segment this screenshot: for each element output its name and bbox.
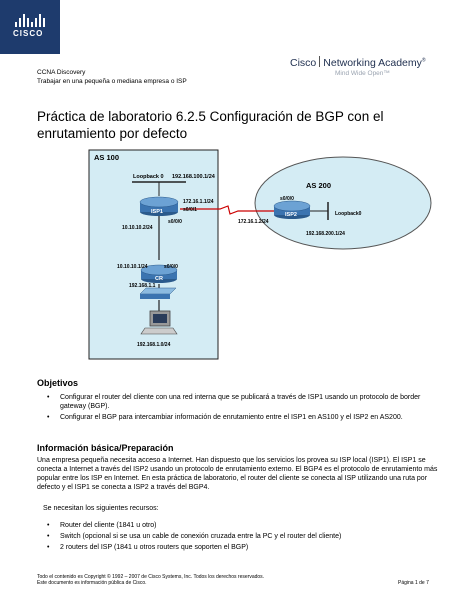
isp2-loopback-ip: 192.168.200.1/24 — [306, 231, 345, 237]
as100-label: AS 100 — [94, 153, 120, 162]
isp1-label: ISP1 — [151, 209, 163, 215]
isp2-loopback-label: Loopback0 — [335, 211, 362, 217]
objective-item-1: • Configurar el router del cliente con una red interna que se publicará a través de ISP1 usando un protocolo de border gateway (BGP). — [40, 393, 440, 411]
academy-mark: ® — [421, 57, 426, 64]
course-name: CCNA Discovery — [37, 69, 86, 76]
isp1-s001-ip: 172.16.1.1/24 — [183, 199, 214, 205]
background-paragraph: Una empresa pequeña necesita acceso a Internet. Han dispuesto que los servicios los provea su ISP local (ISP1). El ISP1 se conecta a Internet a través del ISP2 usando un protocolo de enrutamiento externo. El BGP4 es el protocolo de enrutamiento más popular entre los ISP en Internet. En esta práctica de laboratorio, el router del cliente se conecta al ISP utilizando una ruta por defecto y el ISP1 se conecta a ISP2 a través del BGP4. — [37, 457, 438, 491]
pc-network-label: 192.168.1.0/24 — [137, 342, 171, 348]
resource-item-3: • 2 routers del ISP (1841 u otros routers que soporten el BGP) — [40, 543, 440, 552]
academy-name: Networking Academy — [323, 57, 422, 69]
footer-public: Este documento es información pública de Cisco. — [37, 580, 147, 586]
page-title: Práctica de laboratorio 6.2.5 Configuración de BGP con el enrutamiento por defecto — [37, 109, 384, 141]
isp2-s000-ip: 172.16.1.2/24 — [238, 219, 269, 225]
resources-list — [40, 521, 440, 554]
as200-label: AS 200 — [306, 181, 332, 190]
isp1-loopback-ip: 192.168.100.1/24 — [172, 174, 215, 180]
cr-s000-ip: 10.10.10.1/24 — [117, 264, 148, 270]
isp2-s000-label: s0/0/0 — [280, 196, 294, 202]
resource-item-2: • Switch (opcional si se usa un cable de conexión cruzada entre la PC y el router del cliente) — [40, 532, 440, 541]
objectives-heading: Objetivos — [37, 378, 79, 388]
academy-tagline: Mind Wide Open™ — [335, 70, 390, 77]
objective-item-2: • Configurar el BGP para intercambiar información de enrutamiento entre el ISP1 en AS100 y el ISP2 en AS200. — [40, 413, 440, 422]
cisco-logo-text: CISCO — [13, 29, 44, 38]
footer-copyright: Todo el contenido es Copyright © 1992 – 2007 de Cisco Systems, Inc. Todos los derechos reservados. — [37, 574, 265, 580]
isp1-s000-label: s0/0/0 — [168, 219, 182, 225]
isp1-s001-label: s0/0/1 — [183, 207, 197, 213]
academy-cisco: Cisco — [290, 57, 317, 69]
objectives-list — [40, 393, 440, 424]
cr-label: CR — [155, 276, 163, 282]
resources-intro: Se necesitan los siguientes recursos: — [43, 505, 159, 512]
background-heading: Información básica/Preparación — [37, 443, 174, 453]
course-subtitle: Trabajar en una pequeña o mediana empresa o ISP — [37, 78, 187, 85]
isp1-loopback-label: Loopback 0 — [133, 174, 164, 180]
resource-item-1: • Router del cliente (1841 u otro) — [40, 521, 440, 530]
page-number: Página 1 de 7 — [398, 580, 429, 586]
isp1-s000-ip: 10.10.10.2/24 — [122, 225, 153, 231]
isp2-label: ISP2 — [285, 212, 297, 218]
cr-s000-label: s0/0/0 — [164, 264, 178, 270]
cr-lan-ip: 192.168.1.1 — [129, 283, 156, 289]
